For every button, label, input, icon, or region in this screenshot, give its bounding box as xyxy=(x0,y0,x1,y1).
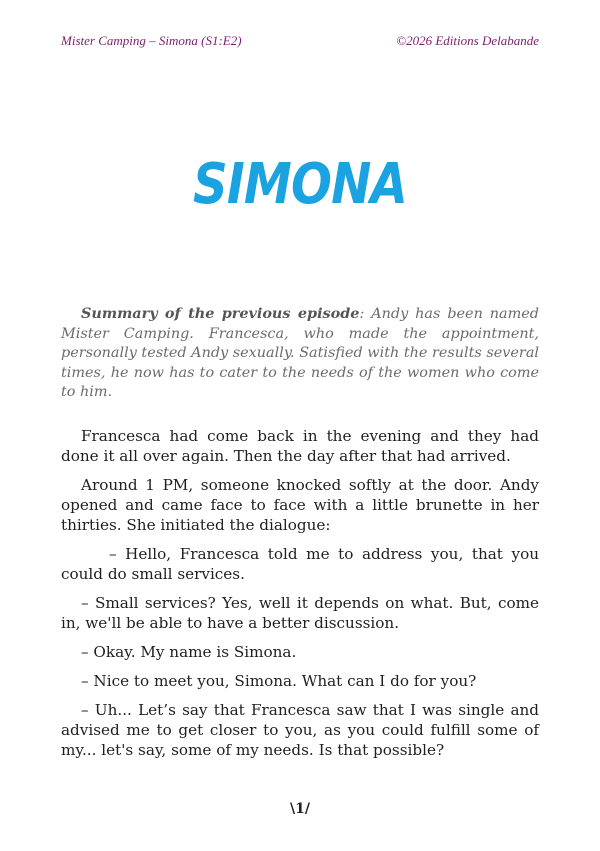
header-copyright: ©2026 Editions Delabande xyxy=(396,33,539,48)
paragraph: Around 1 PM, someone knocked softly at the door. Andy opened and came face to face with a little brunette in her thirties. She initiated the dialogue: xyxy=(61,476,539,534)
dialogue-line: – Nice to meet you, Simona. What can I do for you? xyxy=(81,672,477,690)
dialogue-line: – Hello, Francesca told me to address you, that you could do small services. xyxy=(61,545,539,583)
summary-text: : Andy has been named Mister Camping. Francesca, who made the appointment, personally tested Andy sexually. Satisfied with the results several times, he now has to cater to the needs of the women who come to him. xyxy=(61,306,539,400)
summary-lead: Summary of the previous episode xyxy=(81,305,360,322)
dialogue-line: – Small services? Yes, well it depends on what. But, come in, we'll be able to have a better discussion. xyxy=(61,594,539,632)
chapter-title: SIMONA xyxy=(193,152,407,217)
dialogue-line: – Uh... Let’s say that Francesca saw that I was single and advised me to get closer to you, as you could fulfill some of my... let's say, some of my needs. Is that possible? xyxy=(61,701,539,759)
header-series-title: Mister Camping – Simona (S1:E2) xyxy=(61,33,242,48)
story-body xyxy=(61,426,539,769)
dialogue-line: – Okay. My name is Simona. xyxy=(81,643,297,661)
running-header xyxy=(61,33,539,49)
paragraph: Francesca had come back in the evening and they had done it all over again. Then the day after that had arrived. xyxy=(61,427,539,465)
page-number: \1/ xyxy=(290,801,310,817)
episode-summary xyxy=(61,304,539,403)
